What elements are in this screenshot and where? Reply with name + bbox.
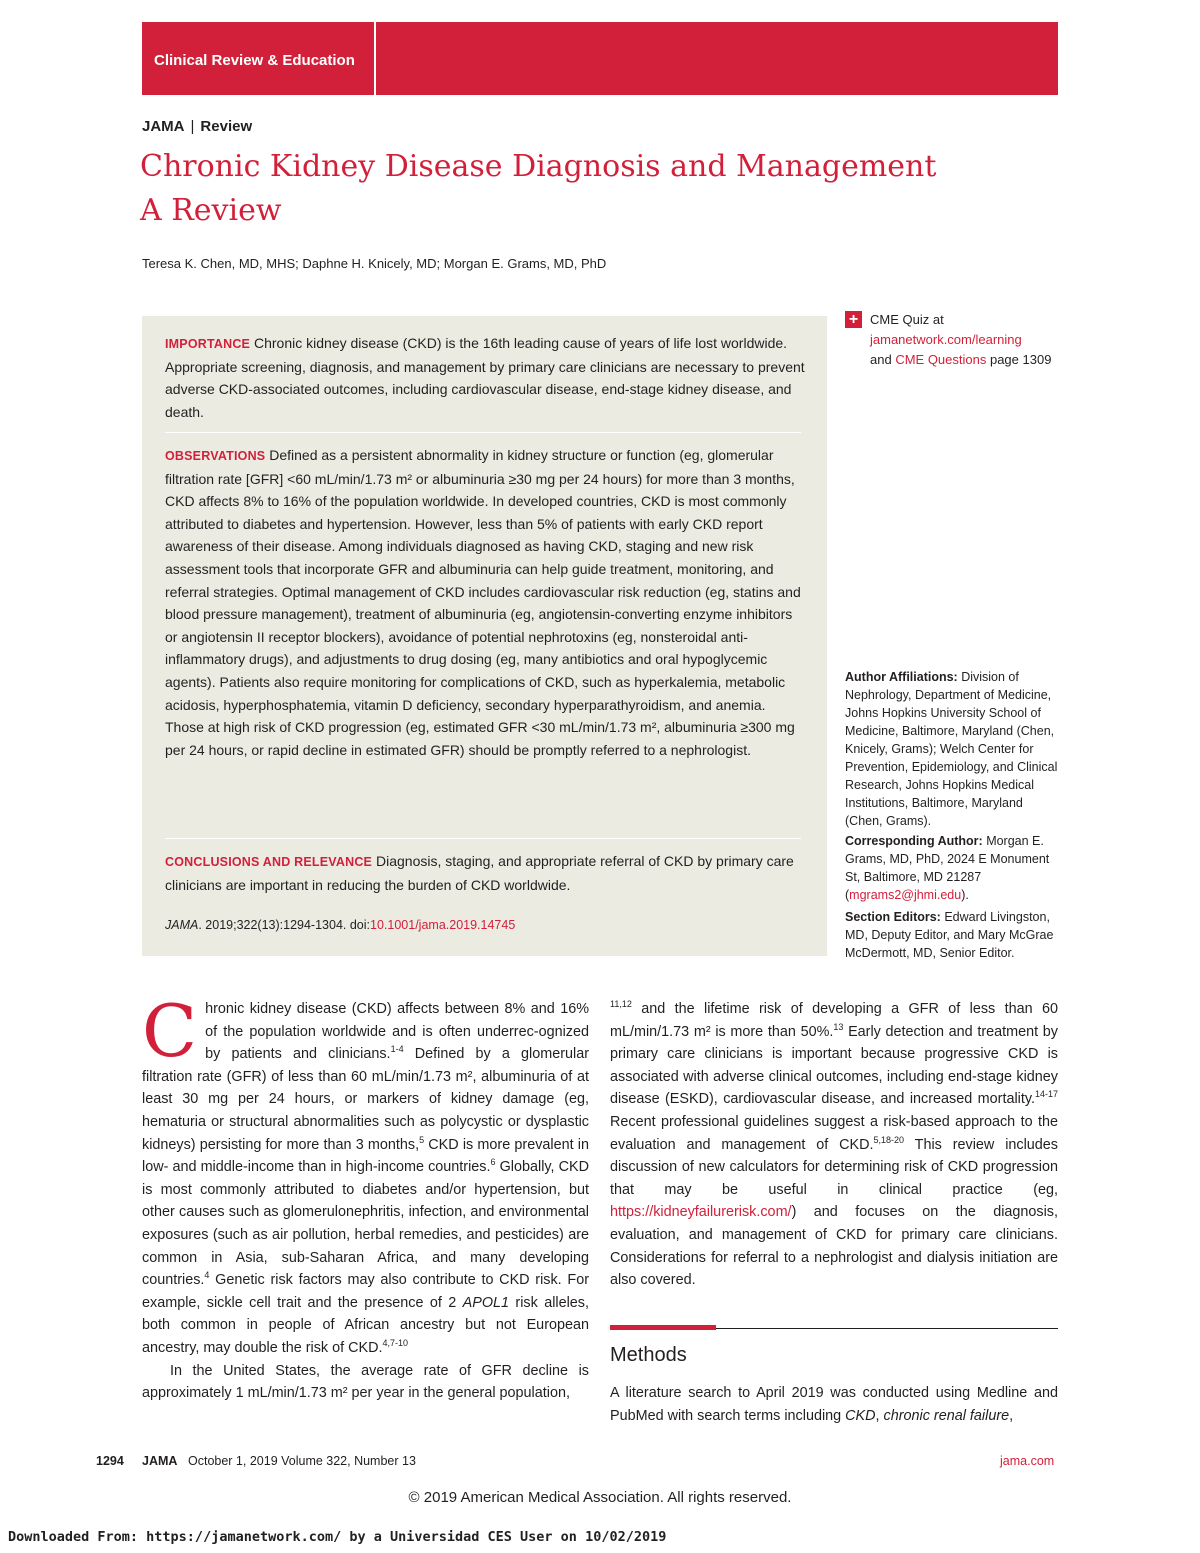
body-column-right: [610, 998, 1058, 1292]
search-term: chronic renal failure: [883, 1407, 1010, 1424]
corresponding-author: [845, 832, 1060, 904]
affiliations-text: Division of Nephrology, Department of Medicine, Johns Hopkins University School of Medicine, Baltimore, Maryland (Chen, Knicely, Grams); Welch Center for Prevention, Epidemiology, and Clinical Research, Johns Hopkins Medical Institutions, Baltimore, Maryland (Chen, Grams).: [845, 670, 1058, 828]
drop-cap: C: [142, 989, 198, 1073]
methods-text-a: A literature search to April 2019 was conducted using Medline and PubMed with search terms including: [610, 1385, 1058, 1424]
corresponding-close: ).: [961, 888, 969, 902]
body-column-left: [142, 989, 589, 1405]
p1-text-e: Genetic risk factors may also contribute to CKD risk. For example, sickle cell trait and the presence of 2: [142, 1272, 589, 1311]
p1-text-f: risk alleles, both common in people of African ancestry but not European ancestry, may double the risk of CKD.: [142, 1294, 589, 1356]
section-editors: [845, 908, 1060, 962]
article-subtitle: A Review: [140, 193, 282, 228]
copyright-notice: © 2019 American Medical Association. All rights reserved.: [408, 1489, 792, 1506]
abstract-divider: [165, 838, 801, 839]
importance-heading: IMPORTANCE: [165, 337, 251, 351]
methods-text: [610, 1382, 1058, 1427]
cme-page: page 1309: [986, 352, 1052, 367]
article-type: Review: [200, 118, 253, 135]
methods-heading: Methods: [610, 1344, 687, 1366]
citation-journal: JAMA: [165, 918, 199, 932]
p1-text-a: hronic kidney disease (CKD) affects between 8% and 16% of the population worldwide and is often underrec-ognized by patients and clinicians.: [205, 1001, 589, 1063]
p2-text-f: ) and focuses on the diagnosis, evaluation, and management of CKD for primary care clinicians. Considerations for referral to a nephrologist and dialysis initiation are also covered.: [610, 1204, 1058, 1289]
p2-text-a: In the United States, the average rate of GFR decline is approximately 1 mL/min/1.73 m² per year in the general population,: [142, 1362, 589, 1402]
cme-note: [870, 310, 1051, 370]
p1-text-c: CKD is more prevalent in low- and middle-income than in high-income countries.: [142, 1136, 589, 1176]
abstract-citation: [165, 918, 515, 932]
observations-text: Defined as a persistent abnormality in kidney structure or function (eg, glomerular filtration rate [GFR] <60 mL/min/1.73 m² or albuminuria ≥30 mg per 24 hours) for more than 3 months, CKD affects 8% to 16% of the population worldwide. In developed countries, CKD is most commonly attributed to diabetes and hypertension. However, less than 5% of patients with early CKD report awareness of their disease. Among individuals diagnosed as having CKD, staging and new risk assessment tools that incorporate GFR and albuminuria can help guide treatment, monitoring, and referral strategies. Optimal management of CKD includes cardiovascular risk reduction (eg, statins and blood pressure management), treatment of albuminuria (eg, angiotensin-converting enzyme inhibitors or angiotensin II receptor blockers), avoidance of potential nephrotoxins (eg, nonsteroidal anti-inflammatory drugs), and adjustments to drug dosing (eg, many antibiotics and oral hypoglycemic agents). Patients also require monitoring for complications of CKD, such as hyperkalemia, metabolic acidosis, hyperphosphatemia, vitamin D deficiency, secondary hyperparathyroidism, and anemia. Those at high risk of CKD progression (eg, estimated GFR <30 mL/min/1.73 m², albuminuria ≥300 mg per 24 hours, or rapid decline in estimated GFR) should be promptly referred to a nephrologist.: [165, 447, 801, 758]
conclusions-heading: CONCLUSIONS AND RELEVANCE: [165, 855, 373, 869]
footer-issue: October 1, 2019 Volume 322, Number 13: [188, 1454, 416, 1468]
abstract-conclusions: [165, 850, 805, 896]
search-term: CKD: [845, 1407, 876, 1424]
importance-text: Chronic kidney disease (CKD) is the 16th leading cause of years of life lost worldwide. Appropriate screening, diagnosis, and management by primary care clinicians are necessary to prevent adverse CKD-associated outcomes, including cardiovascular disease, end-stage kidney disease, and death.: [165, 335, 805, 420]
abstract-observations: [165, 444, 805, 761]
citation-details: . 2019;322(13):1294-1304. doi:: [198, 918, 371, 932]
p1-text-b: Defined by a glomerular filtration rate (GFR) of less than 60 mL/min/1.73 m², albuminuria of at least 30 mg per 24 hours, or markers of kidney damage (eg, hematuria or structural abnormalities such as polycystic or dysplastic kidneys) persisting for more than 3 months,: [142, 1046, 589, 1153]
citation-ref: 14-17: [1034, 1089, 1058, 1100]
journal-name: JAMA: [142, 118, 185, 135]
page-number: 1294: [96, 1454, 124, 1468]
body-paragraph: [142, 1360, 589, 1405]
p1-text-d: Globally, CKD is most commonly attributed to diabetes and/or hypertension, but other causes such as glomerulonephritis, infection, and environmental exposures (such as air pollution, herbal remedies, and pesticides) are common in Asia, sub-Saharan Africa, and many developing countries.: [142, 1159, 589, 1289]
p2-text-d: Recent professional guidelines suggest a risk-based approach to the evaluation and management of CKD.: [610, 1113, 1058, 1153]
footer-journal: JAMA: [142, 1454, 178, 1468]
cme-and: and: [870, 352, 896, 367]
p2-text-c: Early detection and treatment by primary care clinicians is important because progressive CKD is associated with adverse clinical outcomes, including end-stage kidney disease (ESKD), cardiovascular disease, and increased mortality.: [610, 1023, 1058, 1108]
cme-plus-icon: +: [845, 311, 862, 328]
author-affiliations: [845, 668, 1060, 830]
search-term-separator: ,: [875, 1407, 884, 1424]
citation-ref: 1-4: [390, 1044, 404, 1055]
affiliations-heading: Author Affiliations:: [845, 670, 958, 684]
cme-learning-link[interactable]: jamanetwork.com/learning: [870, 332, 1022, 347]
corresponding-email-link[interactable]: mgrams2@jhmi.edu: [849, 888, 962, 902]
methods-paragraph: [610, 1382, 1058, 1427]
abstract-divider: [165, 432, 801, 433]
cme-quiz-label: CME Quiz at: [870, 312, 944, 327]
footer-site-link[interactable]: jama.com: [1000, 1454, 1055, 1468]
section-label: Clinical Review & Education: [154, 52, 355, 69]
body-paragraph: [142, 989, 589, 1360]
citation-ref: 13: [833, 1021, 844, 1032]
p2-text-b: and the lifetime risk of developing a GFR of less than 60 mL/min/1.73 m² is more than 50%.: [610, 1001, 1058, 1040]
p2-text-e: This review includes discussion of new calculators for determining risk of CKD progression that may be useful in clinical practice (eg,: [610, 1136, 1058, 1198]
editors-heading: Section Editors:: [845, 910, 941, 924]
observations-heading: OBSERVATIONS: [165, 449, 266, 463]
download-stamp: Downloaded From: https://jamanetwork.com/ by a Universidad CES User on 10/02/2019: [8, 1529, 667, 1545]
citation-ref: 5,18-20: [873, 1134, 905, 1145]
conclusions-text: Diagnosis, staging, and appropriate referral of CKD by primary care clinicians are important in reducing the burden of CKD worldwide.: [165, 853, 794, 893]
kicker-separator: |: [190, 118, 195, 135]
body-paragraph: [610, 998, 1058, 1292]
citation-ref: 4,7-10: [382, 1337, 409, 1348]
abstract-importance: [165, 332, 805, 423]
citation-ref: 5: [419, 1134, 425, 1145]
citation-ref: 4: [204, 1270, 210, 1281]
journal-kicker: [142, 118, 252, 135]
methods-accent-bar: [610, 1325, 716, 1330]
doi-link[interactable]: 10.1001/jama.2019.14745: [370, 918, 516, 932]
author-list: Teresa K. Chen, MD, MHS; Daphne H. Knicely, MD; Morgan E. Grams, MD, PhD: [142, 256, 607, 271]
cme-questions-link[interactable]: CME Questions: [895, 352, 987, 367]
kidney-failure-risk-link[interactable]: https://kidneyfailurerisk.com/: [610, 1204, 792, 1221]
citation-ref: 6: [490, 1157, 496, 1168]
corresponding-heading: Corresponding Author:: [845, 834, 983, 848]
article-title: Chronic Kidney Disease Diagnosis and Management: [140, 149, 937, 184]
editors-text: Edward Livingston, MD, Deputy Editor, and Mary McGrae McDermott, MD, Senior Editor.: [845, 910, 1054, 960]
gene-name: APOL1: [462, 1294, 510, 1311]
citation-ref: 11,12: [610, 999, 632, 1009]
corresponding-text: Morgan E. Grams, MD, PhD, 2024 E Monument St, Baltimore, MD 21287 (: [845, 834, 1050, 902]
methods-text-b: ,: [1009, 1407, 1014, 1424]
